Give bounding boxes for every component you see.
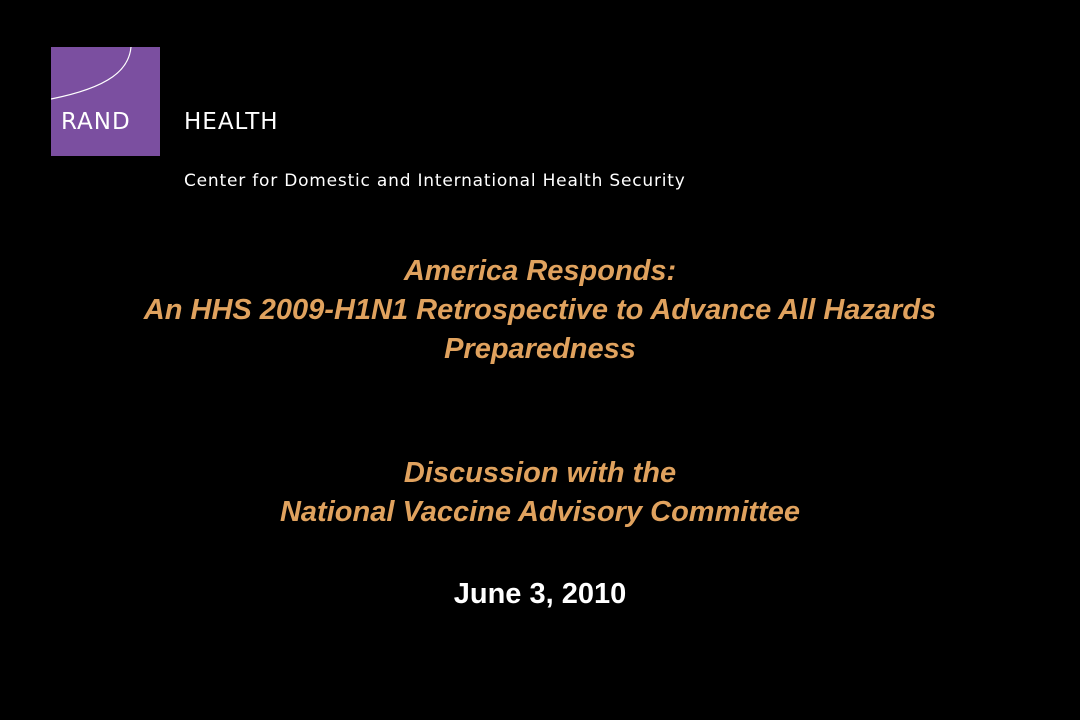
title-line: America Responds: [403,255,677,287]
subtitle-line: National Vaccine Advisory Committee [279,496,800,528]
subtitle-line: Discussion with the [403,457,677,489]
logo-brand-text: RAND [61,109,131,135]
presentation-title [0,252,1080,369]
title-line: Preparedness [444,333,636,365]
rand-logo [51,47,160,156]
presentation-date: June 3, 2010 [453,578,627,610]
title-line: An HHS 2009-H1N1 Retrospective to Advance All Hazards [143,294,937,326]
logo-center-text: Center for Domestic and International Health Security [184,171,686,191]
presentation-subtitle [0,454,1080,532]
logo-arc-icon [51,47,160,156]
logo-division-text: HEALTH [184,109,279,135]
